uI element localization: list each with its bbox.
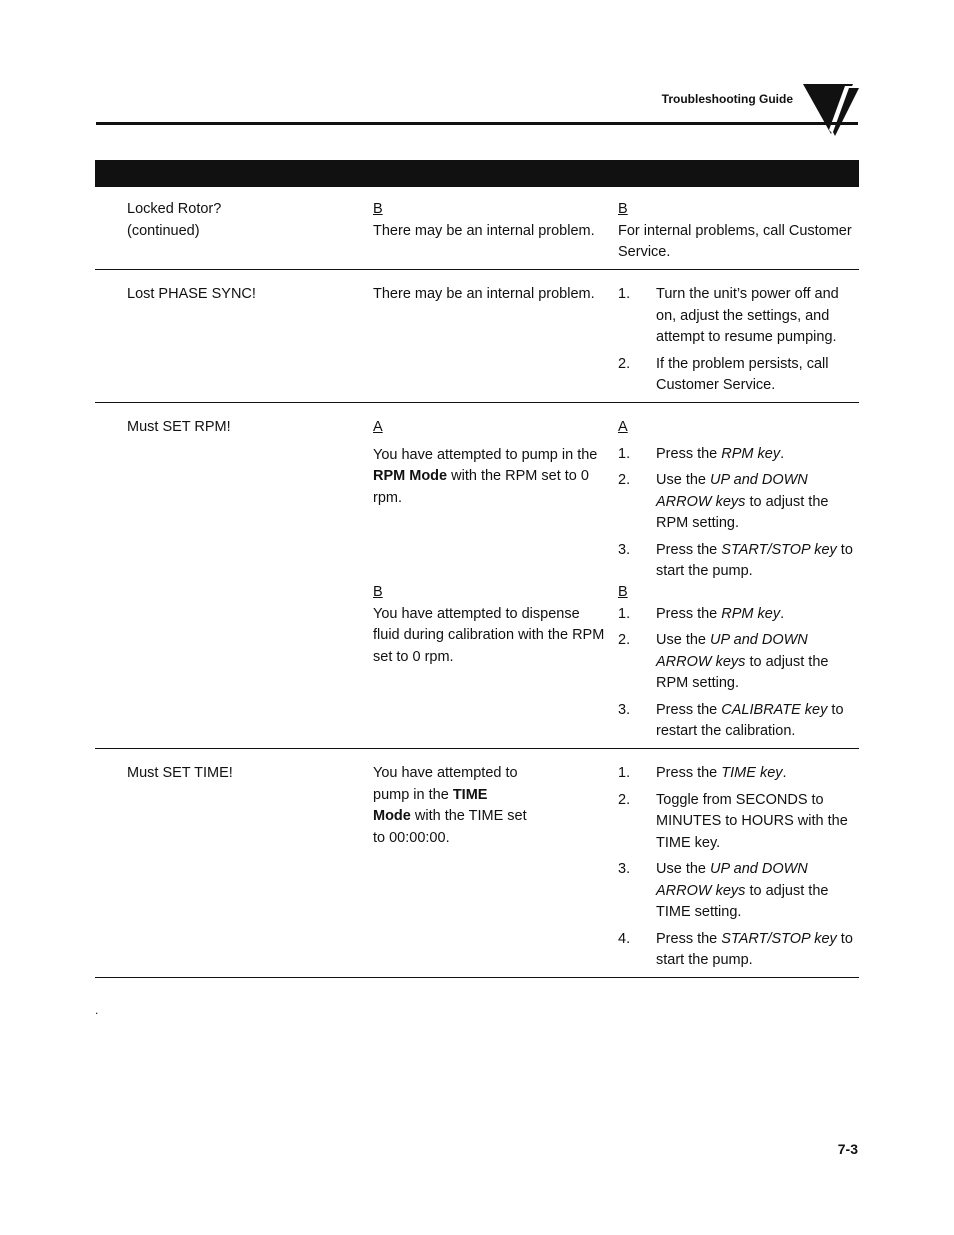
- stray-period: .: [95, 1003, 99, 1017]
- list-item: 1. Turn the unit’s power off and on, adjust the settings, and attempt to resume pumping.: [618, 286, 839, 345]
- table-row-lost-phase-sync: [95, 270, 859, 403]
- action-steps: [618, 444, 859, 583]
- list-item: 3. Press the START/STOP key to start the pump.: [618, 541, 853, 579]
- section-tab-triangle-icon: [803, 84, 859, 136]
- cause-label-b: B: [373, 584, 383, 600]
- action-cell: [618, 284, 859, 402]
- cause-text: You have attempted to pump in the TIME Mode with the TIME set to 00:00:00.: [373, 765, 527, 846]
- page-number: 7-3: [837, 1141, 858, 1157]
- cause-text: There may be an internal problem.: [373, 222, 595, 239]
- problem-text: Lost PHASE SYNC!: [127, 286, 256, 302]
- cause-text: There may be an internal problem.: [373, 286, 595, 302]
- cause-cell-b: [373, 582, 605, 668]
- list-item: 3. Use the UP and DOWN ARROW keys to adjust the TIME setting.: [618, 861, 829, 920]
- cause-text: You have attempted to pump in the RPM Mode with the RPM set to 0 rpm.: [373, 446, 598, 506]
- table-header-bar: [95, 160, 859, 187]
- cause-cell: [373, 199, 605, 242]
- action-cell-a: [618, 417, 859, 588]
- list-item: 4. Press the START/STOP key to start the pump.: [618, 930, 853, 968]
- list-item: 3. Press the CALIBRATE key to restart the calibration.: [618, 701, 844, 739]
- problem-text: (continued): [127, 222, 200, 239]
- problem-cell: [127, 199, 221, 242]
- cause-label-b: B: [373, 201, 383, 217]
- list-item: 1. Press the TIME key.: [618, 765, 787, 781]
- action-label-a: A: [618, 419, 628, 435]
- action-label-b: B: [618, 584, 628, 600]
- action-steps: [618, 763, 859, 972]
- cause-text: You have attempted to dispense fluid during calibration with the RPM set to 0 rpm.: [373, 605, 605, 665]
- running-header-title: Troubleshooting Guide: [661, 92, 793, 106]
- table-row-must-set-rpm: [95, 403, 859, 749]
- action-text: For internal problems, call Customer Service.: [618, 222, 852, 260]
- problem-text: Must SET RPM!: [127, 419, 231, 435]
- cause-cell-a: [373, 417, 605, 509]
- action-cell: [618, 199, 859, 264]
- header-rule: [96, 122, 858, 125]
- list-item: 2. Use the UP and DOWN ARROW keys to adjust the RPM setting.: [618, 472, 829, 531]
- list-item: 1. Press the RPM key.: [618, 445, 785, 462]
- action-steps: [618, 604, 859, 743]
- table-row-must-set-time: [95, 749, 859, 978]
- problem-text: Must SET TIME!: [127, 765, 233, 781]
- action-cell: [618, 763, 859, 977]
- action-steps: [618, 284, 859, 397]
- action-label-b: B: [618, 201, 628, 217]
- table-row-locked-rotor: [95, 187, 859, 270]
- action-cell-b: [618, 582, 859, 748]
- list-item: 2. Toggle from SECONDS to MINUTES to HOURS with the TIME key.: [618, 791, 848, 851]
- problem-text: Locked Rotor?: [127, 201, 222, 217]
- list-item: 2. If the problem persists, call Customer Service.: [618, 355, 829, 393]
- list-item: 2. Use the UP and DOWN ARROW keys to adjust the RPM setting.: [618, 632, 829, 691]
- list-item: 1. Press the RPM key.: [618, 605, 785, 622]
- cause-label-a: A: [373, 419, 383, 435]
